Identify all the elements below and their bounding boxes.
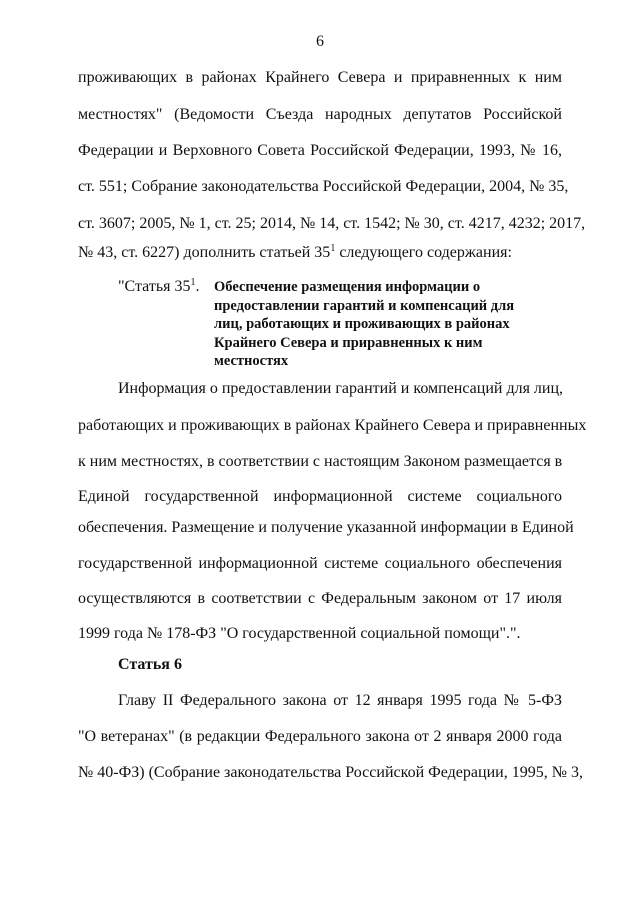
page-number: 6: [316, 33, 324, 50]
article6-line-1: Главу II Федерального закона от 12 января 1995 года № 5-ФЗ: [118, 692, 562, 709]
intro-line-6-tail: следующего содержания:: [335, 244, 512, 261]
article-6-heading: Статья 6: [118, 656, 182, 673]
article6-line-3: № 40-ФЗ) (Собрание законодательства Российской Федерации, 1995, № 3,: [78, 764, 583, 781]
superscript: 1: [330, 243, 336, 254]
body-line-8: 1999 года № 178-ФЗ "О государственной социальной помощи".".: [78, 625, 521, 642]
intro-line-5: ст. 3607; 2005, № 1, ст. 25; 2014, № 14, ст. 1542; № 30, ст. 4217, 4232; 2017,: [78, 215, 586, 232]
article-title-line-5: местностях: [214, 353, 289, 369]
body-line-4: Единой государственной информационной системе социального: [78, 488, 562, 505]
article-title-line-2: предоставлении гарантий и компенсаций для: [214, 297, 515, 314]
intro-line-6: [78, 243, 562, 263]
article-title-line-3: лиц, работающих и проживающих в районах: [214, 316, 510, 332]
article-label: [118, 277, 200, 297]
intro-line-3: Федерации и Верховного Совета Российской Федерации, 1993, № 16,: [78, 142, 562, 159]
body-line-1: Информация о предоставлении гарантий и компенсаций для лиц,: [118, 380, 564, 397]
body-line-3: к ним местностях, в соответствии с настоящим Законом размещается в: [78, 453, 563, 470]
superscript: 1: [190, 277, 196, 288]
intro-line-6-text: № 43, ст. 6227) дополнить статьей 35: [78, 244, 331, 261]
body-line-2: работающих и проживающих в районах Крайнего Севера и приравненных: [78, 417, 587, 434]
article-label-text: "Статья 35: [118, 278, 191, 295]
intro-line-4: ст. 551; Собрание законодательства Российской Федерации, 2004, № 35,: [78, 178, 569, 195]
body-line-5: обеспечения. Размещение и получение указанной информации в Единой: [78, 519, 574, 536]
intro-line-1: проживающих в районах Крайнего Севера и приравненных к ним: [78, 69, 562, 86]
article-label-dot: .: [195, 278, 200, 295]
intro-line-2: местностях" (Ведомости Съезда народных депутатов Российской: [78, 106, 562, 123]
article-title-line-4: Крайнего Севера и приравненных к ним: [214, 334, 483, 351]
article-title: [214, 278, 534, 371]
article-title-line-1: Обеспечение размещения информации о: [214, 279, 481, 295]
body-line-7: осуществляются в соответствии с Федеральным законом от 17 июля: [78, 590, 562, 607]
article6-line-2: "О ветеранах" (в редакции Федерального закона от 2 января 2000 года: [78, 728, 562, 745]
body-line-6: государственной информационной системе социального обеспечения: [78, 555, 562, 572]
